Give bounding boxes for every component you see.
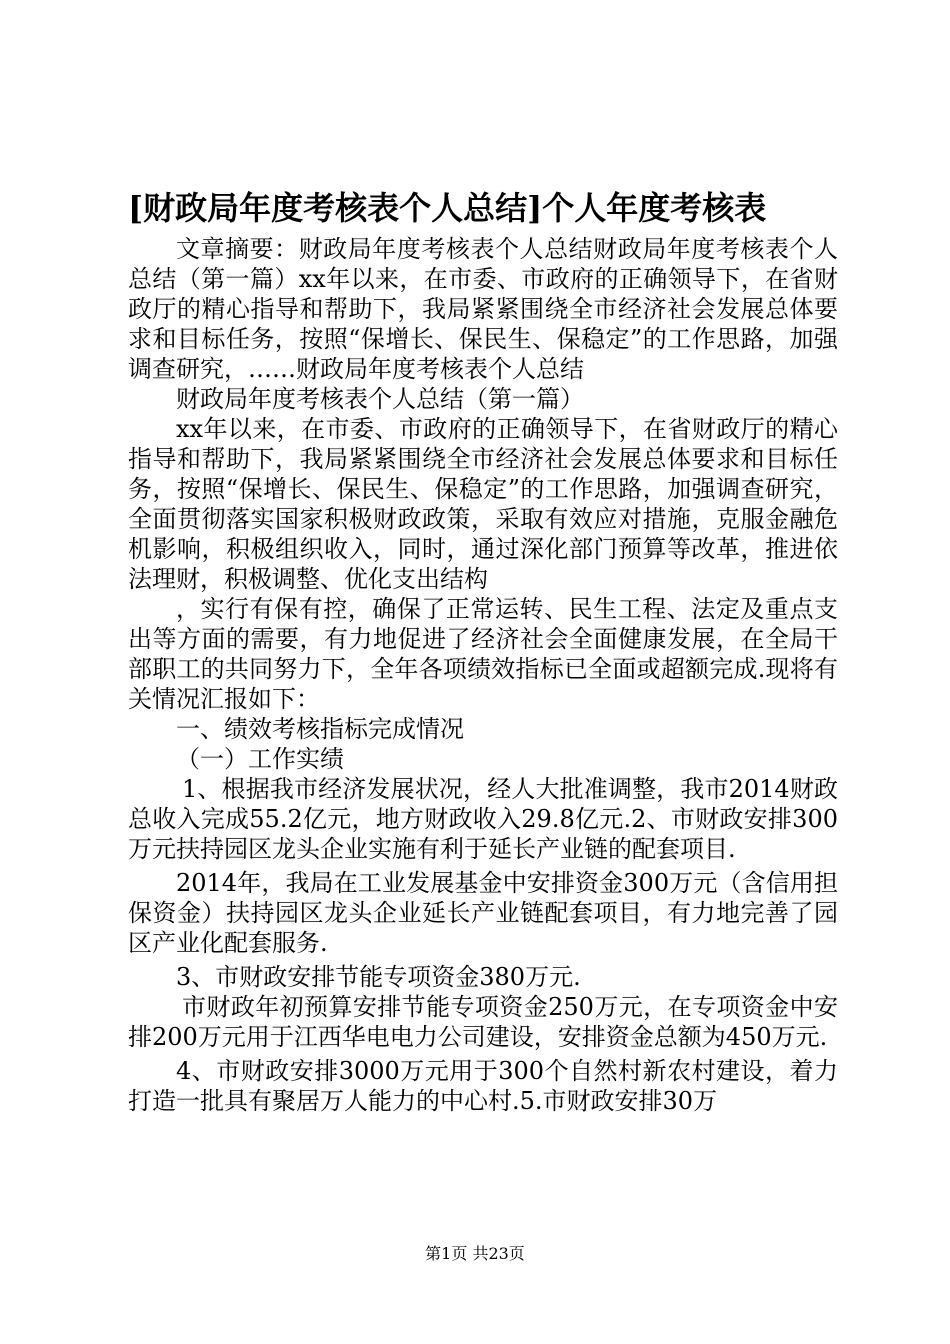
paragraph-intro-continued: ，实行有保有控，确保了正常运转、民生工程、法定及重点支出等方面的需要，有力地促进了经济社会全面健康发展，在全局干部职工的共同努力下，全年各项绩效指标已全面或超额完成.现将有关情况汇报如下： (128, 595, 838, 713)
document-body (128, 234, 838, 1116)
paragraph-heading-1: 一、绩效考核指标完成情况 (176, 715, 464, 743)
paragraph-item-1: 1、根据我市经济发展状况，经人大批准调整，我市2014财政总收入完成55.2亿元，地方财政收入29.8亿元.2、市财政安排300万元扶持园区龙头企业实施有利于延长产业链的配套项目. (128, 775, 838, 863)
paragraph-abstract: 文章摘要：财政局年度考核表个人总结财政局年度考核表个人总结（第一篇）xx年以来，在市委、市政府的正确领导下，在省财政厅的精心指导和帮助下，我局紧紧围绕全市经济社会发展总体要求和目标任务，按照“保增长、保民生、保稳定”的工作思路，加强调查研究，……财政局年度考核表个人总结 (128, 235, 838, 383)
paragraph-section-heading: 财政局年度考核表个人总结（第一篇） (176, 385, 584, 413)
paragraph-item-3: 3、市财政安排节能专项资金380万元. (176, 963, 581, 991)
paragraph-intro: xx年以来，在市委、市政府的正确领导下，在省财政厅的精心指导和帮助下，我局紧紧围绕全市经济社会发展总体要求和目标任务，按照“保增长、保民生、保稳定”的工作思路，加强调查研究，全面贯彻落实国家积极财政政策，采取有效应对措施，克服金融危机影响，积极组织收入，同时，通过深化部门预算等改革，推进依法理财，积极调整、优化支出结构 (128, 415, 838, 593)
paragraph-item-2-detail: 2014年，我局在工业发展基金中安排资金300万元（含信用担保资金）扶持园区龙头企业延长产业链配套项目，有力地完善了园区产业化配套服务. (128, 869, 838, 957)
paragraph-subheading-1: （一）工作实绩 (176, 745, 344, 773)
page-number-footer: 第1页 共23页 (425, 1244, 525, 1263)
document-title: [财政局年度考核表个人总结]个人年度考核表 (128, 189, 767, 227)
paragraph-item-3-detail: 市财政年初预算安排节能专项资金250万元，在专项资金中安排200万元用于江西华电电力公司建设，安排资金总额为450万元. (128, 993, 838, 1051)
paragraph-item-4: 4、市财政安排3000万元用于300个自然村新农村建设，着力打造一批具有聚居万人能力的中心村.5.市财政安排30万 (128, 1057, 838, 1115)
